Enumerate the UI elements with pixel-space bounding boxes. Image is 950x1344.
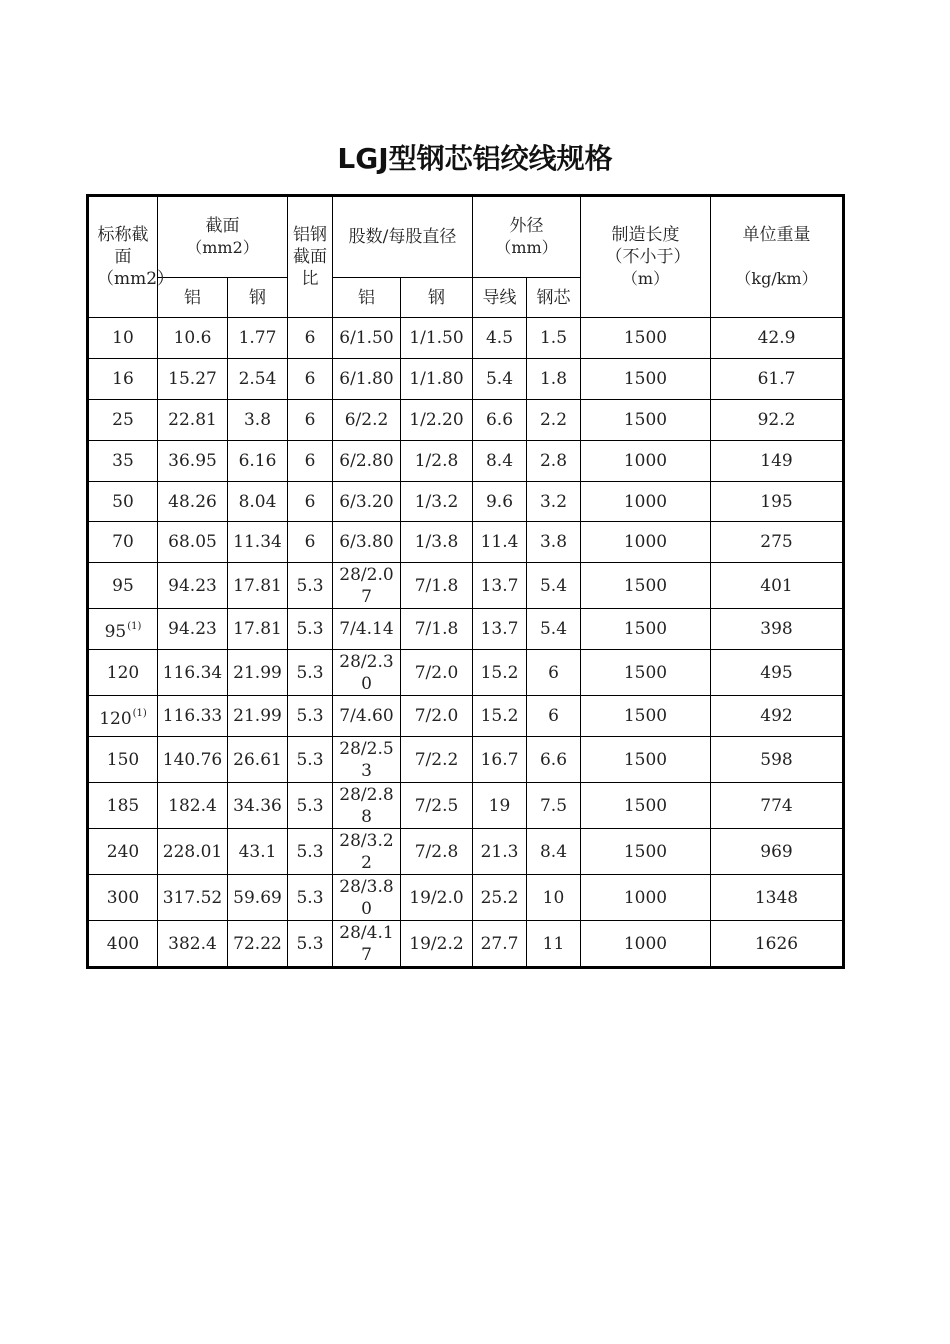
cell-length: 1000: [581, 875, 711, 921]
cell-length: 1500: [581, 737, 711, 783]
header-strands-al: 铝: [333, 278, 401, 318]
cell-ratio: 5.3: [288, 650, 333, 696]
cell-strands-steel: 1/1.80: [401, 358, 473, 399]
cell-section-al: 68.05: [158, 522, 228, 563]
header-section: [158, 196, 288, 278]
table-row: [88, 481, 844, 522]
cell-strands-al: 6/2.2: [333, 399, 401, 440]
table-body: [88, 318, 844, 968]
cell-outer-dia: 21.3: [473, 829, 527, 875]
header-length-unit: （m）: [621, 269, 670, 288]
cell-nominal: 150: [88, 737, 158, 783]
cell-length: 1500: [581, 318, 711, 359]
cell-core-dia: 2.2: [527, 399, 581, 440]
cell-core-dia: 6: [527, 650, 581, 696]
cell-strands-al: 28/3.80: [333, 875, 401, 921]
header-section-unit: （mm2）: [186, 238, 259, 257]
cell-length: 1000: [581, 921, 711, 968]
cell-section-steel: 21.99: [228, 696, 288, 737]
cell-section-steel: 72.22: [228, 921, 288, 968]
cell-strands-al: 6/1.50: [333, 318, 401, 359]
cell-core-dia: 7.5: [527, 783, 581, 829]
cell-section-steel: 3.8: [228, 399, 288, 440]
cell-section-al: 22.81: [158, 399, 228, 440]
cell-core-dia: 3.8: [527, 522, 581, 563]
cell-weight: 774: [711, 783, 844, 829]
cell-strands-al: 28/2.07: [333, 563, 401, 609]
cell-strands-steel: 1/3.2: [401, 481, 473, 522]
table-row: [88, 829, 844, 875]
cell-section-steel: 21.99: [228, 650, 288, 696]
cell-strands-al: 28/2.30: [333, 650, 401, 696]
cell-ratio: 5.3: [288, 875, 333, 921]
cell-section-steel: 43.1: [228, 829, 288, 875]
cell-strands-steel: 1/1.50: [401, 318, 473, 359]
cell-ratio: 6: [288, 440, 333, 481]
cell-ratio: 5.3: [288, 696, 333, 737]
cell-ratio: 6: [288, 481, 333, 522]
cell-weight: 92.2: [711, 399, 844, 440]
cell-ratio: 6: [288, 358, 333, 399]
header-nominal-section: 标称截面（mm2）: [88, 196, 158, 318]
cell-section-al: 15.27: [158, 358, 228, 399]
header-outer-dia-unit: （mm）: [495, 238, 558, 257]
cell-weight: 275: [711, 522, 844, 563]
cell-section-al: 36.95: [158, 440, 228, 481]
cell-core-dia: 1.8: [527, 358, 581, 399]
cell-strands-al: 28/2.53: [333, 737, 401, 783]
cell-section-al: 182.4: [158, 783, 228, 829]
cell-nominal: 50: [88, 481, 158, 522]
cell-strands-al: 6/3.80: [333, 522, 401, 563]
cell-weight: 195: [711, 481, 844, 522]
cell-outer-dia: 15.2: [473, 650, 527, 696]
spec-table: [86, 194, 845, 969]
cell-weight: 61.7: [711, 358, 844, 399]
table-row: [88, 921, 844, 968]
header-strands: 股数/每股直径: [333, 196, 473, 278]
header-section-steel: 钢: [228, 278, 288, 318]
cell-section-steel: 17.81: [228, 563, 288, 609]
cell-weight: 149: [711, 440, 844, 481]
table-row: [88, 358, 844, 399]
cell-section-al: 228.01: [158, 829, 228, 875]
cell-nominal: 120$^{(1)}$: [88, 696, 158, 737]
cell-nominal: 95$^{(1)}$: [88, 609, 158, 650]
cell-nominal: 185: [88, 783, 158, 829]
header-length: 制造长度（不小于） （m）: [581, 196, 711, 318]
cell-core-dia: 8.4: [527, 829, 581, 875]
cell-weight: 401: [711, 563, 844, 609]
cell-strands-al: 7/4.14: [333, 609, 401, 650]
table-row: [88, 737, 844, 783]
cell-section-al: 317.52: [158, 875, 228, 921]
cell-ratio: 5.3: [288, 783, 333, 829]
cell-core-dia: 11: [527, 921, 581, 968]
cell-nominal: 120: [88, 650, 158, 696]
header-ratio: 铝钢截面比: [288, 196, 333, 318]
header-section-al: 铝: [158, 278, 228, 318]
cell-nominal: 400: [88, 921, 158, 968]
table-row: [88, 440, 844, 481]
cell-length: 1500: [581, 783, 711, 829]
header-weight: [711, 196, 844, 318]
cell-core-dia: 3.2: [527, 481, 581, 522]
cell-weight: 495: [711, 650, 844, 696]
cell-section-steel: 59.69: [228, 875, 288, 921]
cell-weight: 398: [711, 609, 844, 650]
cell-strands-steel: 19/2.0: [401, 875, 473, 921]
cell-length: 1500: [581, 399, 711, 440]
cell-section-steel: 17.81: [228, 609, 288, 650]
table-row: [88, 609, 844, 650]
cell-strands-al: 28/3.22: [333, 829, 401, 875]
cell-strands-steel: 7/2.5: [401, 783, 473, 829]
cell-length: 1000: [581, 440, 711, 481]
page-title: LGJ型钢芯铝绞线规格: [337, 142, 613, 175]
cell-weight: 598: [711, 737, 844, 783]
cell-ratio: 5.3: [288, 563, 333, 609]
cell-strands-steel: 7/2.0: [401, 650, 473, 696]
cell-ratio: 5.3: [288, 737, 333, 783]
cell-core-dia: 6: [527, 696, 581, 737]
cell-core-dia: 5.4: [527, 563, 581, 609]
cell-strands-al: 6/2.80: [333, 440, 401, 481]
footnote-marker: (1): [127, 620, 142, 632]
cell-section-al: 10.6: [158, 318, 228, 359]
cell-section-al: 140.76: [158, 737, 228, 783]
cell-nominal: 10: [88, 318, 158, 359]
cell-ratio: 5.3: [288, 609, 333, 650]
cell-section-al: 94.23: [158, 609, 228, 650]
cell-weight: 42.9: [711, 318, 844, 359]
cell-strands-al: 6/3.20: [333, 481, 401, 522]
cell-strands-steel: 19/2.2: [401, 921, 473, 968]
footnote-marker: (1): [132, 707, 147, 719]
cell-strands-steel: 7/1.8: [401, 609, 473, 650]
cell-section-steel: 34.36: [228, 783, 288, 829]
header-strands-steel: 钢: [401, 278, 473, 318]
table-row: [88, 696, 844, 737]
cell-nominal: 95: [88, 563, 158, 609]
header-weight-unit: （kg/km）: [735, 269, 818, 288]
cell-weight: 969: [711, 829, 844, 875]
header-outer-dia-core: 钢芯: [527, 278, 581, 318]
cell-strands-al: 28/4.17: [333, 921, 401, 968]
cell-outer-dia: 8.4: [473, 440, 527, 481]
cell-section-steel: 1.77: [228, 318, 288, 359]
cell-outer-dia: 6.6: [473, 399, 527, 440]
cell-outer-dia: 13.7: [473, 609, 527, 650]
cell-outer-dia: 4.5: [473, 318, 527, 359]
cell-nominal: 35: [88, 440, 158, 481]
cell-strands-steel: 7/2.2: [401, 737, 473, 783]
table-row: [88, 563, 844, 609]
cell-outer-dia: 15.2: [473, 696, 527, 737]
cell-section-steel: 8.04: [228, 481, 288, 522]
cell-nominal: 25: [88, 399, 158, 440]
cell-length: 1000: [581, 522, 711, 563]
header-weight-label: 单位重量: [742, 225, 811, 245]
cell-ratio: 6: [288, 318, 333, 359]
cell-strands-steel: 7/2.8: [401, 829, 473, 875]
cell-strands-steel: 1/2.8: [401, 440, 473, 481]
cell-ratio: 5.3: [288, 921, 333, 968]
cell-length: 1500: [581, 358, 711, 399]
cell-nominal: 240: [88, 829, 158, 875]
cell-ratio: 5.3: [288, 829, 333, 875]
table-row: [88, 522, 844, 563]
header-outer-dia: [473, 196, 581, 278]
cell-section-steel: 26.61: [228, 737, 288, 783]
cell-strands-al: 7/4.60: [333, 696, 401, 737]
cell-core-dia: 10: [527, 875, 581, 921]
cell-length: 1500: [581, 563, 711, 609]
cell-ratio: 6: [288, 522, 333, 563]
cell-strands-steel: 1/3.8: [401, 522, 473, 563]
cell-section-al: 382.4: [158, 921, 228, 968]
table-row: [88, 650, 844, 696]
cell-weight: 1626: [711, 921, 844, 968]
cell-outer-dia: 9.6: [473, 481, 527, 522]
cell-weight: 492: [711, 696, 844, 737]
cell-core-dia: 2.8: [527, 440, 581, 481]
cell-section-al: 116.33: [158, 696, 228, 737]
header-outer-dia-conductor: 导线: [473, 278, 527, 318]
header-section-label: 截面: [205, 216, 240, 236]
cell-strands-steel: 7/2.0: [401, 696, 473, 737]
cell-strands-al: 28/2.88: [333, 783, 401, 829]
cell-outer-dia: 19: [473, 783, 527, 829]
cell-section-steel: 2.54: [228, 358, 288, 399]
cell-length: 1500: [581, 829, 711, 875]
cell-length: 1000: [581, 481, 711, 522]
cell-section-al: 94.23: [158, 563, 228, 609]
cell-outer-dia: 25.2: [473, 875, 527, 921]
cell-strands-steel: 7/1.8: [401, 563, 473, 609]
cell-outer-dia: 11.4: [473, 522, 527, 563]
cell-section-al: 116.34: [158, 650, 228, 696]
cell-section-al: 48.26: [158, 481, 228, 522]
cell-outer-dia: 16.7: [473, 737, 527, 783]
cell-length: 1500: [581, 696, 711, 737]
cell-nominal: 16: [88, 358, 158, 399]
cell-outer-dia: 13.7: [473, 563, 527, 609]
cell-nominal: 300: [88, 875, 158, 921]
cell-section-steel: 11.34: [228, 522, 288, 563]
cell-section-steel: 6.16: [228, 440, 288, 481]
cell-core-dia: 1.5: [527, 318, 581, 359]
header-outer-dia-label: 外径: [509, 216, 544, 236]
cell-strands-al: 6/1.80: [333, 358, 401, 399]
cell-outer-dia: 5.4: [473, 358, 527, 399]
table-row: [88, 399, 844, 440]
cell-length: 1500: [581, 609, 711, 650]
cell-ratio: 6: [288, 399, 333, 440]
cell-strands-steel: 1/2.20: [401, 399, 473, 440]
cell-core-dia: 6.6: [527, 737, 581, 783]
cell-core-dia: 5.4: [527, 609, 581, 650]
table-row: [88, 318, 844, 359]
cell-nominal: 70: [88, 522, 158, 563]
table-row: [88, 783, 844, 829]
cell-length: 1500: [581, 650, 711, 696]
cell-weight: 1348: [711, 875, 844, 921]
cell-outer-dia: 27.7: [473, 921, 527, 968]
table-row: [88, 875, 844, 921]
